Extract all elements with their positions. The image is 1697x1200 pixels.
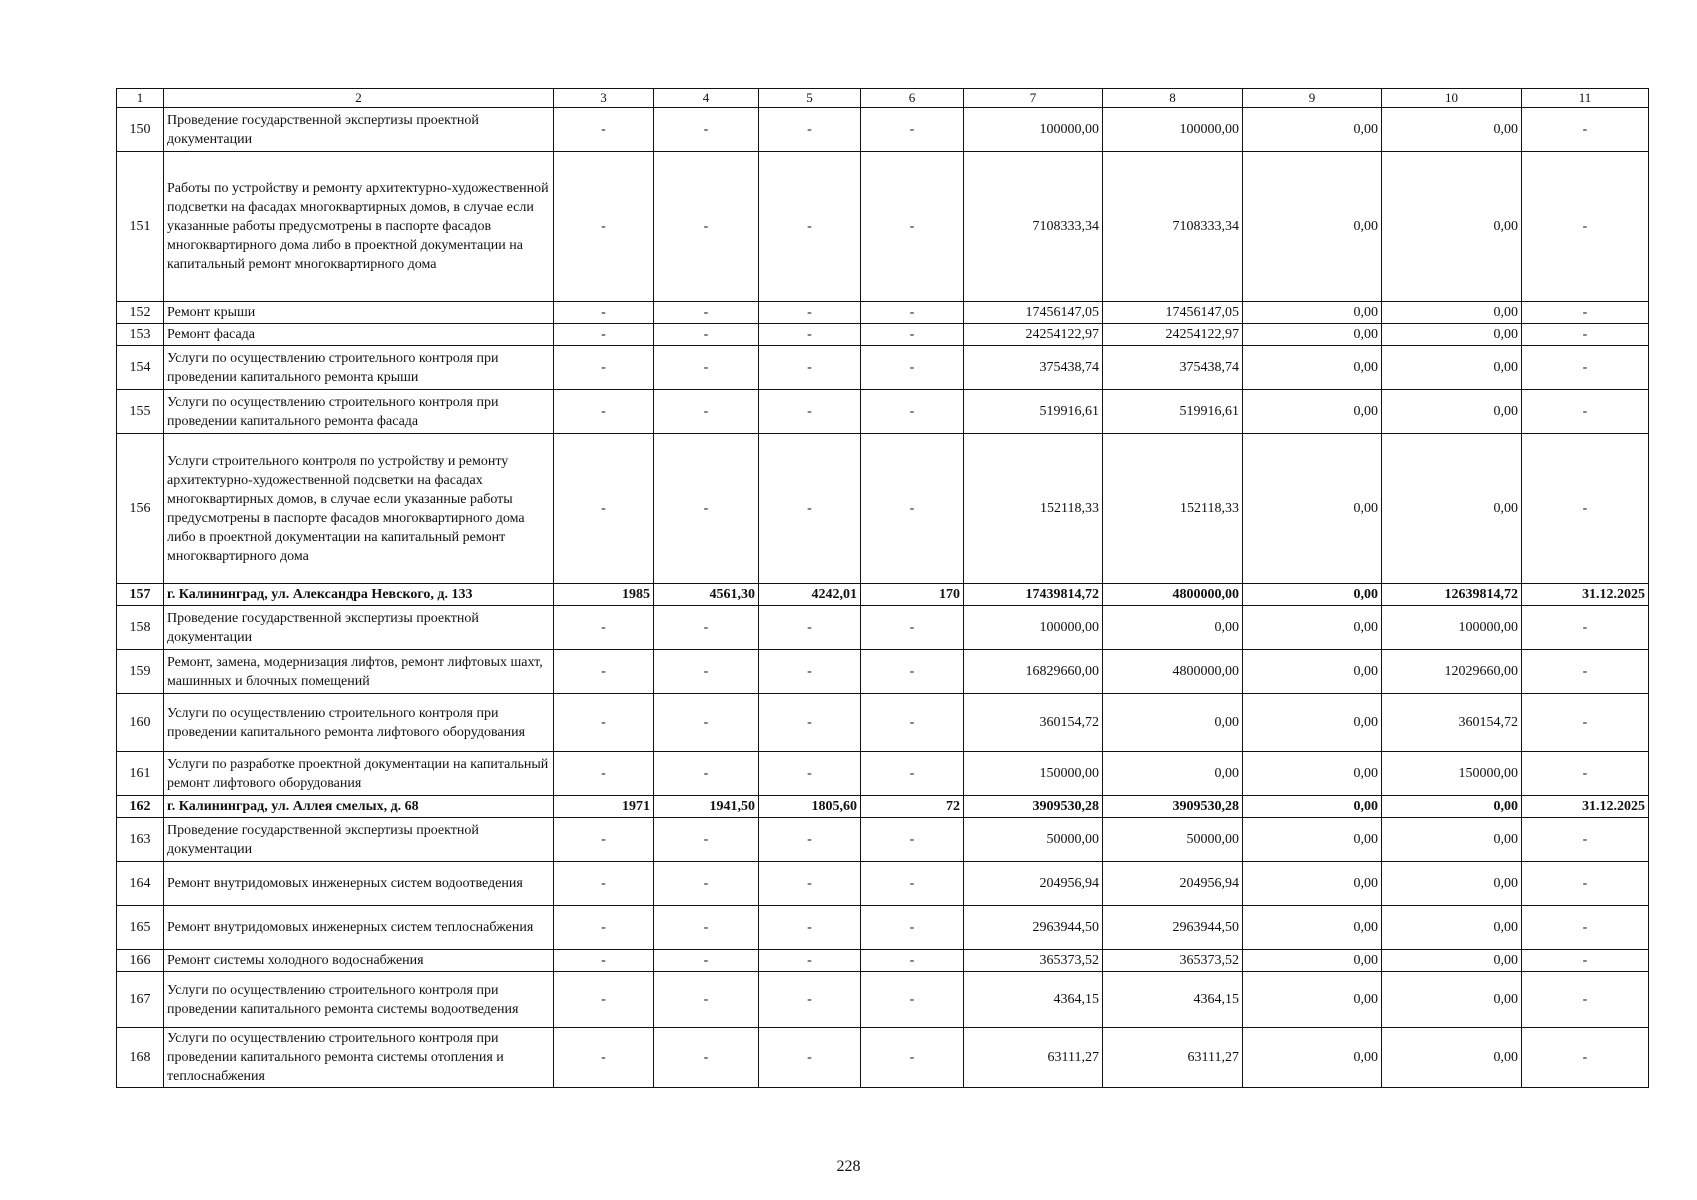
column-header-3: 3 [554,89,654,108]
cell-col6: - [861,862,964,906]
column-header-10: 10 [1382,89,1522,108]
cell-col6: - [861,650,964,694]
work-name: Услуги по осуществлению строительного контроля при проведении капитального ремонта системы водоотведения [164,972,554,1028]
works-table [116,88,1649,1088]
cell-col9: 0,00 [1243,950,1382,972]
cell-col4: - [654,606,759,650]
cell-col6: - [861,324,964,346]
page-number: 228 [836,1158,861,1175]
column-header-5: 5 [759,89,861,108]
table-row [117,862,1649,906]
table-row [117,584,1649,606]
cell-col7: 365373,52 [964,950,1103,972]
cell-col6: - [861,950,964,972]
cell-col7: 63111,27 [964,1028,1103,1088]
row-number: 165 [117,906,164,950]
cell-col10: 0,00 [1382,906,1522,950]
work-name: Услуги по разработке проектной документации на капитальный ремонт лифтового оборудования [164,752,554,796]
cell-col5: - [759,152,861,302]
cell-col6: - [861,694,964,752]
cell-col7: 204956,94 [964,862,1103,906]
cell-col8: 7108333,34 [1103,152,1243,302]
cell-col8: 24254122,97 [1103,324,1243,346]
cell-col6: - [861,346,964,390]
cell-col11: - [1522,972,1649,1028]
work-name: Услуги по осуществлению строительного контроля при проведении капитального ремонта лифтового оборудования [164,694,554,752]
cell-col9: 0,00 [1243,302,1382,324]
cell-col9: 0,00 [1243,650,1382,694]
cell-col6: 72 [861,796,964,818]
cell-col6: - [861,1028,964,1088]
column-header-7: 7 [964,89,1103,108]
cell-col5: - [759,390,861,434]
cell-col10: 0,00 [1382,302,1522,324]
cell-col5: 4242,01 [759,584,861,606]
row-number: 153 [117,324,164,346]
cell-col7: 7108333,34 [964,152,1103,302]
cell-col7: 100000,00 [964,108,1103,152]
cell-col3: - [554,108,654,152]
table-row [117,434,1649,584]
row-number: 162 [117,796,164,818]
cell-col4: - [654,694,759,752]
column-header-2: 2 [164,89,554,108]
cell-col5: - [759,950,861,972]
cell-col3: - [554,972,654,1028]
row-number: 160 [117,694,164,752]
work-name: Проведение государственной экспертизы проектной документации [164,818,554,862]
cell-col4: - [654,302,759,324]
column-header-6: 6 [861,89,964,108]
cell-col10: 0,00 [1382,434,1522,584]
cell-col6: - [861,434,964,584]
cell-col4: - [654,950,759,972]
cell-col9: 0,00 [1243,390,1382,434]
column-header-11: 11 [1522,89,1649,108]
cell-col4: - [654,906,759,950]
cell-col9: 0,00 [1243,862,1382,906]
cell-col7: 100000,00 [964,606,1103,650]
table-row [117,324,1649,346]
cell-col7: 17456147,05 [964,302,1103,324]
cell-col3: - [554,346,654,390]
cell-col9: 0,00 [1243,606,1382,650]
cell-col5: - [759,434,861,584]
cell-col6: - [861,606,964,650]
work-name: Услуги по осуществлению строительного контроля при проведении капитального ремонта системы отопления и теплоснабжения [164,1028,554,1088]
cell-col4: - [654,818,759,862]
cell-col9: 0,00 [1243,796,1382,818]
cell-col10: 0,00 [1382,324,1522,346]
cell-col7: 24254122,97 [964,324,1103,346]
table-row [117,752,1649,796]
works-table-body [117,89,1649,1088]
cell-col3: - [554,302,654,324]
column-number-row [117,89,1649,108]
row-number: 159 [117,650,164,694]
cell-col7: 4364,15 [964,972,1103,1028]
cell-col10: 0,00 [1382,152,1522,302]
cell-col4: - [654,972,759,1028]
row-number: 156 [117,434,164,584]
cell-col9: 0,00 [1243,906,1382,950]
column-header-8: 8 [1103,89,1243,108]
cell-col5: - [759,302,861,324]
cell-col9: 0,00 [1243,752,1382,796]
table-row [117,650,1649,694]
cell-col8: 152118,33 [1103,434,1243,584]
cell-col10: 0,00 [1382,950,1522,972]
cell-col8: 4800000,00 [1103,584,1243,606]
cell-col9: 0,00 [1243,584,1382,606]
cell-col6: - [861,906,964,950]
cell-col8: 204956,94 [1103,862,1243,906]
table-row [117,108,1649,152]
cell-col8: 0,00 [1103,752,1243,796]
row-number: 163 [117,818,164,862]
cell-col5: - [759,694,861,752]
cell-col4: 4561,30 [654,584,759,606]
row-number: 158 [117,606,164,650]
cell-col8: 365373,52 [1103,950,1243,972]
cell-col3: - [554,752,654,796]
row-number: 167 [117,972,164,1028]
work-name: Ремонт внутридомовых инженерных систем водоотведения [164,862,554,906]
cell-col9: 0,00 [1243,972,1382,1028]
cell-col11: - [1522,818,1649,862]
work-name: Ремонт внутридомовых инженерных систем теплоснабжения [164,906,554,950]
cell-col11: - [1522,650,1649,694]
cell-col11: - [1522,346,1649,390]
cell-col4: - [654,434,759,584]
cell-col10: 0,00 [1382,862,1522,906]
cell-col5: - [759,346,861,390]
work-name: г. Калининград, ул. Аллея смелых, д. 68 [164,796,554,818]
cell-col11: - [1522,324,1649,346]
cell-col10: 0,00 [1382,1028,1522,1088]
cell-col4: - [654,108,759,152]
column-header-4: 4 [654,89,759,108]
cell-col7: 360154,72 [964,694,1103,752]
cell-col11: - [1522,606,1649,650]
cell-col3: 1971 [554,796,654,818]
cell-col4: 1941,50 [654,796,759,818]
cell-col3: - [554,434,654,584]
cell-col8: 17456147,05 [1103,302,1243,324]
cell-col5: - [759,606,861,650]
row-number: 151 [117,152,164,302]
cell-col9: 0,00 [1243,434,1382,584]
cell-col9: 0,00 [1243,108,1382,152]
cell-col6: 170 [861,584,964,606]
cell-col11: - [1522,862,1649,906]
row-number: 154 [117,346,164,390]
cell-col6: - [861,390,964,434]
cell-col9: 0,00 [1243,346,1382,390]
row-number: 161 [117,752,164,796]
row-number: 168 [117,1028,164,1088]
cell-col4: - [654,862,759,906]
cell-col11: - [1522,302,1649,324]
cell-col7: 3909530,28 [964,796,1103,818]
cell-col8: 100000,00 [1103,108,1243,152]
cell-col3: - [554,606,654,650]
cell-col11: - [1522,694,1649,752]
table-row [117,302,1649,324]
cell-col4: - [654,752,759,796]
cell-col9: 0,00 [1243,324,1382,346]
table-row [117,606,1649,650]
cell-col7: 17439814,72 [964,584,1103,606]
table-row [117,818,1649,862]
cell-col3: - [554,818,654,862]
work-name: Ремонт, замена, модернизация лифтов, ремонт лифтовых шахт, машинных и блочных помещений [164,650,554,694]
cell-col7: 16829660,00 [964,650,1103,694]
table-row [117,1028,1649,1088]
row-number: 155 [117,390,164,434]
table-row [117,796,1649,818]
cell-col8: 63111,27 [1103,1028,1243,1088]
table-row [117,152,1649,302]
table-row [117,906,1649,950]
cell-col4: - [654,650,759,694]
cell-col6: - [861,108,964,152]
cell-col7: 150000,00 [964,752,1103,796]
cell-col5: - [759,972,861,1028]
cell-col10: 0,00 [1382,818,1522,862]
cell-col5: - [759,818,861,862]
cell-col4: - [654,1028,759,1088]
cell-col3: - [554,950,654,972]
cell-col3: - [554,694,654,752]
cell-col5: - [759,1028,861,1088]
cell-col9: 0,00 [1243,694,1382,752]
cell-col5: - [759,752,861,796]
cell-col10: 0,00 [1382,390,1522,434]
cell-col8: 519916,61 [1103,390,1243,434]
work-name: г. Калининград, ул. Александра Невского, д. 133 [164,584,554,606]
cell-col8: 0,00 [1103,694,1243,752]
cell-col4: - [654,324,759,346]
cell-col9: 0,00 [1243,152,1382,302]
cell-col5: - [759,650,861,694]
work-name: Ремонт фасада [164,324,554,346]
cell-col5: - [759,862,861,906]
cell-col8: 375438,74 [1103,346,1243,390]
row-number: 150 [117,108,164,152]
cell-col3: - [554,906,654,950]
cell-col11: - [1522,906,1649,950]
cell-col11: 31.12.2025 [1522,796,1649,818]
cell-col11: - [1522,108,1649,152]
cell-col10: 0,00 [1382,108,1522,152]
work-name: Ремонт крыши [164,302,554,324]
cell-col3: - [554,152,654,302]
cell-col11: - [1522,152,1649,302]
table-row [117,972,1649,1028]
cell-col8: 2963944,50 [1103,906,1243,950]
cell-col8: 4800000,00 [1103,650,1243,694]
cell-col6: - [861,302,964,324]
cell-col10: 0,00 [1382,972,1522,1028]
cell-col11: 31.12.2025 [1522,584,1649,606]
cell-col5: - [759,108,861,152]
cell-col4: - [654,346,759,390]
cell-col8: 50000,00 [1103,818,1243,862]
cell-col6: - [861,972,964,1028]
work-name: Услуги строительного контроля по устройству и ремонту архитектурно-художественной подсветки на фасадах многоквартирных домов, в случае если указанные работы предусмотрены в паспорте фасадов многоквартирного дома либо в проектной документации на капитальный ремонт многоквартирного дома [164,434,554,584]
cell-col7: 152118,33 [964,434,1103,584]
cell-col3: 1985 [554,584,654,606]
cell-col6: - [861,152,964,302]
cell-col3: - [554,862,654,906]
cell-col11: - [1522,390,1649,434]
cell-col7: 519916,61 [964,390,1103,434]
cell-col3: - [554,324,654,346]
cell-col10: 150000,00 [1382,752,1522,796]
cell-col10: 360154,72 [1382,694,1522,752]
cell-col11: - [1522,1028,1649,1088]
cell-col6: - [861,752,964,796]
column-header-1: 1 [117,89,164,108]
cell-col3: - [554,1028,654,1088]
table-row [117,390,1649,434]
row-number: 166 [117,950,164,972]
table-row [117,694,1649,752]
cell-col3: - [554,650,654,694]
column-header-9: 9 [1243,89,1382,108]
table-row [117,950,1649,972]
cell-col11: - [1522,752,1649,796]
cell-col11: - [1522,950,1649,972]
cell-col8: 3909530,28 [1103,796,1243,818]
cell-col5: - [759,906,861,950]
cell-col3: - [554,390,654,434]
work-name: Услуги по осуществлению строительного контроля при проведении капитального ремонта крыши [164,346,554,390]
cell-col10: 12639814,72 [1382,584,1522,606]
work-name: Работы по устройству и ремонту архитектурно-художественной подсветки на фасадах многоквартирных домов, в случае если указанные работы предусмотрены в паспорте фасадов многоквартирного дома либо в проектной документации на капитальный ремонт многоквартирного дома [164,152,554,302]
cell-col6: - [861,818,964,862]
cell-col4: - [654,152,759,302]
cell-col10: 0,00 [1382,346,1522,390]
work-name: Услуги по осуществлению строительного контроля при проведении капитального ремонта фасада [164,390,554,434]
cell-col5: - [759,324,861,346]
cell-col9: 0,00 [1243,818,1382,862]
row-number: 152 [117,302,164,324]
cell-col5: 1805,60 [759,796,861,818]
cell-col10: 12029660,00 [1382,650,1522,694]
cell-col7: 375438,74 [964,346,1103,390]
cell-col11: - [1522,434,1649,584]
cell-col10: 0,00 [1382,796,1522,818]
row-number: 157 [117,584,164,606]
cell-col4: - [654,390,759,434]
cell-col7: 50000,00 [964,818,1103,862]
work-name: Ремонт системы холодного водоснабжения [164,950,554,972]
cell-col10: 100000,00 [1382,606,1522,650]
cell-col9: 0,00 [1243,1028,1382,1088]
cell-col8: 4364,15 [1103,972,1243,1028]
table-row [117,346,1649,390]
work-name: Проведение государственной экспертизы проектной документации [164,606,554,650]
cell-col7: 2963944,50 [964,906,1103,950]
cell-col8: 0,00 [1103,606,1243,650]
work-name: Проведение государственной экспертизы проектной документации [164,108,554,152]
row-number: 164 [117,862,164,906]
